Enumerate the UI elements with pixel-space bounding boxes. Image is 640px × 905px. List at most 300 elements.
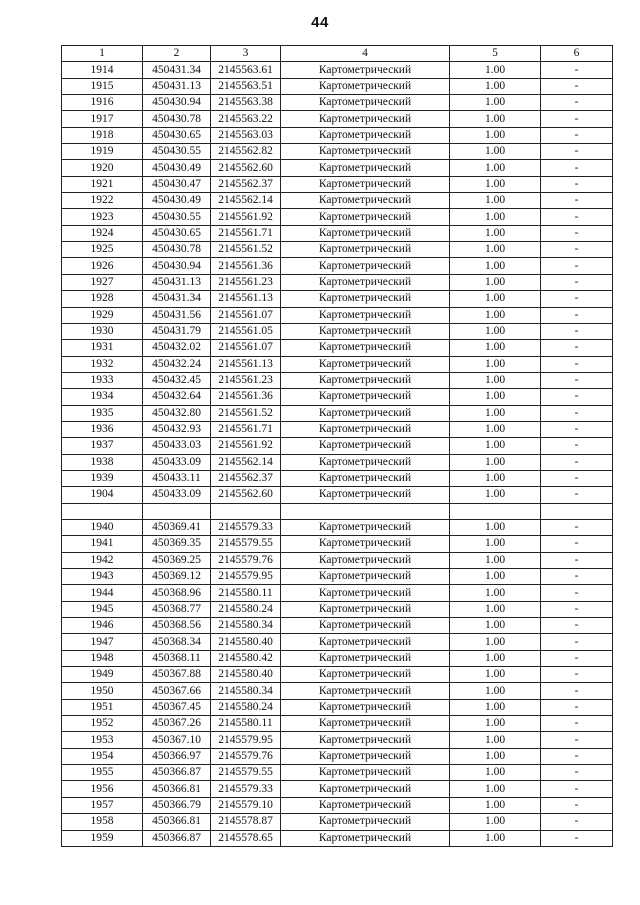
x-coordinate-cell: 450366.97 [143, 748, 211, 764]
method-cell: Картометрический [281, 732, 450, 748]
note-cell: - [541, 209, 613, 225]
x-coordinate-cell: 450432.93 [143, 421, 211, 437]
method-cell: Картометрический [281, 683, 450, 699]
note-cell: - [541, 242, 613, 258]
point-number-cell: 1930 [62, 323, 143, 339]
y-coordinate-cell: 2145579.76 [211, 748, 281, 764]
point-number-cell: 1938 [62, 454, 143, 470]
note-cell: - [541, 830, 613, 846]
point-number-cell: 1921 [62, 176, 143, 192]
method-cell: Картометрический [281, 618, 450, 634]
x-coordinate-cell: 450366.81 [143, 814, 211, 830]
x-coordinate-cell: 450367.26 [143, 716, 211, 732]
x-coordinate-cell: 450431.13 [143, 274, 211, 290]
point-number-cell: 1946 [62, 618, 143, 634]
table-row [62, 193, 613, 209]
accuracy-cell: 1.00 [450, 683, 541, 699]
note-cell: - [541, 340, 613, 356]
note-cell: - [541, 470, 613, 486]
table-row [62, 127, 613, 143]
accuracy-cell: 1.00 [450, 225, 541, 241]
y-coordinate-cell: 2145580.24 [211, 601, 281, 617]
accuracy-cell: 1.00 [450, 291, 541, 307]
accuracy-cell: 1.00 [450, 552, 541, 568]
note-cell: - [541, 585, 613, 601]
table-row [62, 291, 613, 307]
x-coordinate-cell: 450369.25 [143, 552, 211, 568]
header-cell-2: 2 [143, 46, 211, 62]
table-row [62, 699, 613, 715]
y-coordinate-cell: 2145579.95 [211, 732, 281, 748]
page-number: 44 [311, 14, 329, 31]
table-row [62, 830, 613, 846]
header-cell-1: 1 [62, 46, 143, 62]
y-coordinate-cell: 2145561.92 [211, 209, 281, 225]
method-cell: Картометрический [281, 160, 450, 176]
x-coordinate-cell: 450430.78 [143, 111, 211, 127]
accuracy-cell: 1.00 [450, 274, 541, 290]
x-coordinate-cell: 450368.77 [143, 601, 211, 617]
accuracy-cell: 1.00 [450, 95, 541, 111]
method-cell: Картометрический [281, 634, 450, 650]
y-coordinate-cell: 2145563.22 [211, 111, 281, 127]
note-cell: - [541, 536, 613, 552]
y-coordinate-cell: 2145579.95 [211, 569, 281, 585]
method-cell: Картометрический [281, 536, 450, 552]
method-cell: Картометрический [281, 650, 450, 666]
table-row [62, 372, 613, 388]
x-coordinate-cell: 450431.34 [143, 62, 211, 78]
x-coordinate-cell: 450431.34 [143, 291, 211, 307]
point-number-cell: 1942 [62, 552, 143, 568]
point-number-cell: 1934 [62, 389, 143, 405]
note-cell: - [541, 797, 613, 813]
x-coordinate-cell: 450433.11 [143, 470, 211, 486]
point-number-cell: 1925 [62, 242, 143, 258]
method-cell: Картометрический [281, 111, 450, 127]
accuracy-cell: 1.00 [450, 438, 541, 454]
table-row [62, 78, 613, 94]
method-cell: Картометрический [281, 667, 450, 683]
point-number-cell: 1959 [62, 830, 143, 846]
table-row [62, 470, 613, 486]
note-cell: - [541, 258, 613, 274]
method-cell: Картометрический [281, 487, 450, 503]
table-row [62, 487, 613, 503]
method-cell: Картометрический [281, 765, 450, 781]
accuracy-cell: 1.00 [450, 667, 541, 683]
accuracy-cell: 1.00 [450, 78, 541, 94]
point-number-cell: 1933 [62, 372, 143, 388]
accuracy-cell: 1.00 [450, 209, 541, 225]
method-cell: Картометрический [281, 258, 450, 274]
point-number-cell: 1935 [62, 405, 143, 421]
x-coordinate-cell: 450430.65 [143, 225, 211, 241]
accuracy-cell: 1.00 [450, 242, 541, 258]
table-row [62, 258, 613, 274]
x-coordinate-cell: 450367.10 [143, 732, 211, 748]
table-row [62, 160, 613, 176]
note-cell: - [541, 78, 613, 94]
y-coordinate-cell: 2145561.71 [211, 225, 281, 241]
y-coordinate-cell: 2145580.34 [211, 618, 281, 634]
note-cell: - [541, 716, 613, 732]
y-coordinate-cell: 2145561.92 [211, 438, 281, 454]
table-row [62, 176, 613, 192]
y-coordinate-cell: 2145561.07 [211, 307, 281, 323]
note-cell: - [541, 569, 613, 585]
table-row [62, 536, 613, 552]
table-row [62, 667, 613, 683]
point-number-cell: 1919 [62, 144, 143, 160]
table-row [62, 503, 613, 519]
point-number-cell: 1927 [62, 274, 143, 290]
point-number-cell: 1958 [62, 814, 143, 830]
accuracy-cell: 1.00 [450, 814, 541, 830]
method-cell: Картометрический [281, 193, 450, 209]
method-cell: Картометрический [281, 519, 450, 535]
point-number-cell: 1916 [62, 95, 143, 111]
x-coordinate-cell: 450430.47 [143, 176, 211, 192]
accuracy-cell: 1.00 [450, 585, 541, 601]
header-cell-3: 3 [211, 46, 281, 62]
table-row [62, 781, 613, 797]
accuracy-cell: 1.00 [450, 601, 541, 617]
note-cell: - [541, 127, 613, 143]
note-cell: - [541, 274, 613, 290]
point-number-cell: 1948 [62, 650, 143, 666]
x-coordinate-cell: 450432.64 [143, 389, 211, 405]
y-coordinate-cell: 2145561.36 [211, 389, 281, 405]
accuracy-cell: 1.00 [450, 372, 541, 388]
method-cell: Картометрический [281, 242, 450, 258]
accuracy-cell: 1.00 [450, 127, 541, 143]
x-coordinate-cell [143, 503, 211, 519]
x-coordinate-cell: 450432.02 [143, 340, 211, 356]
accuracy-cell: 1.00 [450, 62, 541, 78]
table-row [62, 683, 613, 699]
x-coordinate-cell: 450432.24 [143, 356, 211, 372]
table-row [62, 225, 613, 241]
point-number-cell: 1940 [62, 519, 143, 535]
point-number-cell: 1953 [62, 732, 143, 748]
note-cell: - [541, 405, 613, 421]
point-number-cell: 1922 [62, 193, 143, 209]
y-coordinate-cell: 2145561.52 [211, 242, 281, 258]
accuracy-cell: 1.00 [450, 111, 541, 127]
table-row [62, 323, 613, 339]
x-coordinate-cell: 450430.49 [143, 193, 211, 209]
x-coordinate-cell: 450431.79 [143, 323, 211, 339]
accuracy-cell: 1.00 [450, 781, 541, 797]
table-row [62, 389, 613, 405]
method-cell: Картометрический [281, 389, 450, 405]
x-coordinate-cell: 450369.12 [143, 569, 211, 585]
method-cell: Картометрический [281, 176, 450, 192]
accuracy-cell: 1.00 [450, 716, 541, 732]
accuracy-cell: 1.00 [450, 748, 541, 764]
table-row [62, 307, 613, 323]
y-coordinate-cell: 2145562.37 [211, 470, 281, 486]
method-cell: Картометрический [281, 144, 450, 160]
x-coordinate-cell: 450366.81 [143, 781, 211, 797]
table-row [62, 814, 613, 830]
table-row [62, 438, 613, 454]
note-cell: - [541, 160, 613, 176]
point-number-cell: 1923 [62, 209, 143, 225]
y-coordinate-cell: 2145580.40 [211, 667, 281, 683]
point-number-cell: 1937 [62, 438, 143, 454]
accuracy-cell: 1.00 [450, 258, 541, 274]
y-coordinate-cell: 2145562.82 [211, 144, 281, 160]
table-row [62, 519, 613, 535]
y-coordinate-cell: 2145562.60 [211, 160, 281, 176]
table-row [62, 797, 613, 813]
y-coordinate-cell: 2145561.23 [211, 372, 281, 388]
accuracy-cell: 1.00 [450, 618, 541, 634]
method-cell: Картометрический [281, 830, 450, 846]
note-cell: - [541, 487, 613, 503]
x-coordinate-cell: 450431.56 [143, 307, 211, 323]
y-coordinate-cell: 2145579.55 [211, 765, 281, 781]
point-number-cell: 1932 [62, 356, 143, 372]
y-coordinate-cell: 2145580.42 [211, 650, 281, 666]
point-number-cell: 1949 [62, 667, 143, 683]
x-coordinate-cell: 450433.09 [143, 454, 211, 470]
y-coordinate-cell: 2145562.14 [211, 193, 281, 209]
x-coordinate-cell: 450368.56 [143, 618, 211, 634]
table-row [62, 454, 613, 470]
y-coordinate-cell: 2145562.37 [211, 176, 281, 192]
method-cell: Картометрический [281, 340, 450, 356]
method-cell: Картометрический [281, 569, 450, 585]
note-cell: - [541, 323, 613, 339]
y-coordinate-cell: 2145563.38 [211, 95, 281, 111]
table-row [62, 569, 613, 585]
accuracy-cell: 1.00 [450, 389, 541, 405]
x-coordinate-cell: 450430.55 [143, 209, 211, 225]
note-cell: - [541, 291, 613, 307]
note-cell: - [541, 552, 613, 568]
y-coordinate-cell: 2145578.87 [211, 814, 281, 830]
table-row [62, 421, 613, 437]
point-number-cell: 1954 [62, 748, 143, 764]
table-row [62, 552, 613, 568]
accuracy-cell: 1.00 [450, 699, 541, 715]
note-cell [541, 503, 613, 519]
x-coordinate-cell: 450430.65 [143, 127, 211, 143]
note-cell: - [541, 421, 613, 437]
note-cell: - [541, 519, 613, 535]
method-cell: Картометрический [281, 552, 450, 568]
x-coordinate-cell: 450366.87 [143, 765, 211, 781]
note-cell: - [541, 683, 613, 699]
y-coordinate-cell: 2145561.52 [211, 405, 281, 421]
note-cell: - [541, 438, 613, 454]
accuracy-cell: 1.00 [450, 765, 541, 781]
point-number-cell: 1945 [62, 601, 143, 617]
header-cell-5: 5 [450, 46, 541, 62]
x-coordinate-cell: 450368.11 [143, 650, 211, 666]
method-cell: Картометрический [281, 274, 450, 290]
point-number-cell: 1920 [62, 160, 143, 176]
x-coordinate-cell: 450433.09 [143, 487, 211, 503]
x-coordinate-cell: 450366.79 [143, 797, 211, 813]
note-cell: - [541, 307, 613, 323]
x-coordinate-cell: 450430.94 [143, 258, 211, 274]
point-number-cell [62, 503, 143, 519]
method-cell: Картометрический [281, 454, 450, 470]
x-coordinate-cell: 450430.55 [143, 144, 211, 160]
point-number-cell: 1939 [62, 470, 143, 486]
y-coordinate-cell: 2145579.76 [211, 552, 281, 568]
y-coordinate-cell: 2145561.71 [211, 421, 281, 437]
y-coordinate-cell: 2145562.60 [211, 487, 281, 503]
table-header-row [62, 46, 613, 62]
method-cell: Картометрический [281, 372, 450, 388]
x-coordinate-cell: 450432.45 [143, 372, 211, 388]
point-number-cell: 1947 [62, 634, 143, 650]
accuracy-cell: 1.00 [450, 323, 541, 339]
accuracy-cell: 1.00 [450, 830, 541, 846]
note-cell: - [541, 111, 613, 127]
point-number-cell: 1915 [62, 78, 143, 94]
x-coordinate-cell: 450431.13 [143, 78, 211, 94]
y-coordinate-cell: 2145580.24 [211, 699, 281, 715]
x-coordinate-cell: 450368.96 [143, 585, 211, 601]
method-cell: Картометрический [281, 781, 450, 797]
point-number-cell: 1928 [62, 291, 143, 307]
table-row [62, 356, 613, 372]
y-coordinate-cell: 2145563.61 [211, 62, 281, 78]
accuracy-cell [450, 503, 541, 519]
point-number-cell: 1941 [62, 536, 143, 552]
x-coordinate-cell: 450430.49 [143, 160, 211, 176]
method-cell: Картометрический [281, 291, 450, 307]
table-row [62, 716, 613, 732]
method-cell: Картометрический [281, 307, 450, 323]
method-cell: Картометрический [281, 585, 450, 601]
note-cell: - [541, 601, 613, 617]
method-cell: Картометрический [281, 814, 450, 830]
note-cell: - [541, 176, 613, 192]
method-cell: Картометрический [281, 323, 450, 339]
x-coordinate-cell: 450432.80 [143, 405, 211, 421]
method-cell: Картометрический [281, 470, 450, 486]
accuracy-cell: 1.00 [450, 519, 541, 535]
note-cell: - [541, 699, 613, 715]
method-cell: Картометрический [281, 797, 450, 813]
note-cell: - [541, 372, 613, 388]
table-row [62, 765, 613, 781]
accuracy-cell: 1.00 [450, 405, 541, 421]
point-number-cell: 1943 [62, 569, 143, 585]
method-cell: Картометрический [281, 748, 450, 764]
note-cell: - [541, 650, 613, 666]
note-cell: - [541, 781, 613, 797]
point-number-cell: 1957 [62, 797, 143, 813]
coordinates-table [61, 45, 613, 847]
table-row [62, 585, 613, 601]
method-cell: Картометрический [281, 716, 450, 732]
method-cell: Картометрический [281, 127, 450, 143]
y-coordinate-cell: 2145561.07 [211, 340, 281, 356]
point-number-cell: 1931 [62, 340, 143, 356]
y-coordinate-cell: 2145562.14 [211, 454, 281, 470]
method-cell: Картометрический [281, 62, 450, 78]
table-row [62, 732, 613, 748]
x-coordinate-cell: 450367.45 [143, 699, 211, 715]
accuracy-cell: 1.00 [450, 160, 541, 176]
method-cell: Картометрический [281, 356, 450, 372]
table-row [62, 618, 613, 634]
point-number-cell: 1924 [62, 225, 143, 241]
note-cell: - [541, 634, 613, 650]
point-number-cell: 1914 [62, 62, 143, 78]
y-coordinate-cell: 2145561.13 [211, 356, 281, 372]
y-coordinate-cell: 2145579.10 [211, 797, 281, 813]
accuracy-cell: 1.00 [450, 569, 541, 585]
accuracy-cell: 1.00 [450, 732, 541, 748]
point-number-cell: 1917 [62, 111, 143, 127]
y-coordinate-cell: 2145579.55 [211, 536, 281, 552]
y-coordinate-cell: 2145561.05 [211, 323, 281, 339]
note-cell: - [541, 814, 613, 830]
header-cell-4: 4 [281, 46, 450, 62]
x-coordinate-cell: 450366.87 [143, 830, 211, 846]
note-cell: - [541, 356, 613, 372]
x-coordinate-cell: 450433.03 [143, 438, 211, 454]
accuracy-cell: 1.00 [450, 307, 541, 323]
y-coordinate-cell: 2145579.33 [211, 781, 281, 797]
method-cell: Картометрический [281, 78, 450, 94]
note-cell: - [541, 225, 613, 241]
note-cell: - [541, 765, 613, 781]
table-row [62, 340, 613, 356]
method-cell: Картометрический [281, 421, 450, 437]
x-coordinate-cell: 450430.94 [143, 95, 211, 111]
y-coordinate-cell [211, 503, 281, 519]
accuracy-cell: 1.00 [450, 144, 541, 160]
table-row [62, 634, 613, 650]
point-number-cell: 1904 [62, 487, 143, 503]
point-number-cell: 1926 [62, 258, 143, 274]
note-cell: - [541, 389, 613, 405]
accuracy-cell: 1.00 [450, 650, 541, 666]
method-cell: Картометрический [281, 699, 450, 715]
note-cell: - [541, 193, 613, 209]
table-row [62, 111, 613, 127]
accuracy-cell: 1.00 [450, 356, 541, 372]
point-number-cell: 1955 [62, 765, 143, 781]
header-cell-6: 6 [541, 46, 613, 62]
accuracy-cell: 1.00 [450, 421, 541, 437]
accuracy-cell: 1.00 [450, 193, 541, 209]
method-cell: Картометрический [281, 225, 450, 241]
accuracy-cell: 1.00 [450, 176, 541, 192]
y-coordinate-cell: 2145580.11 [211, 716, 281, 732]
point-number-cell: 1944 [62, 585, 143, 601]
method-cell: Картометрический [281, 405, 450, 421]
table-row [62, 274, 613, 290]
y-coordinate-cell: 2145561.13 [211, 291, 281, 307]
note-cell: - [541, 62, 613, 78]
point-number-cell: 1936 [62, 421, 143, 437]
y-coordinate-cell: 2145580.11 [211, 585, 281, 601]
point-number-cell: 1918 [62, 127, 143, 143]
y-coordinate-cell: 2145561.23 [211, 274, 281, 290]
y-coordinate-cell: 2145580.34 [211, 683, 281, 699]
